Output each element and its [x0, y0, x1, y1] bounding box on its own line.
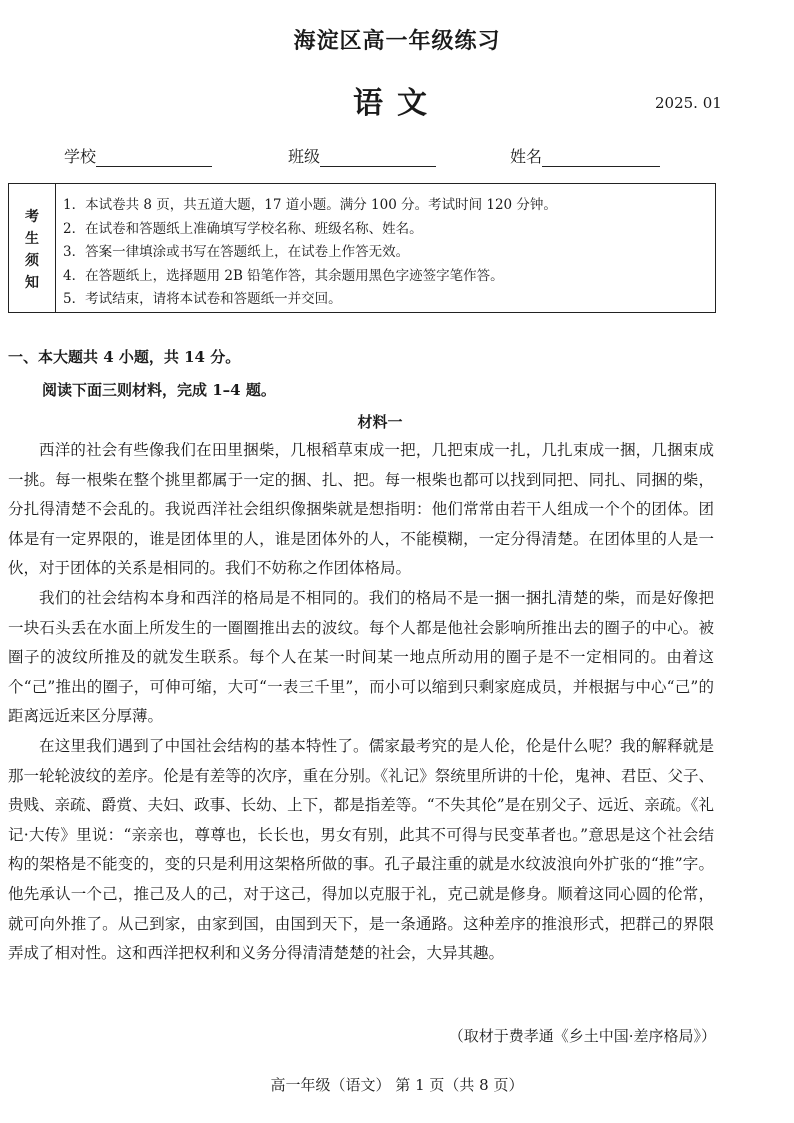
name-label: 姓名	[510, 147, 543, 166]
notice-label-char: 考	[25, 209, 39, 225]
class-label: 班级	[288, 147, 321, 166]
name-field[interactable]	[510, 144, 660, 167]
school-label: 学校	[64, 147, 97, 166]
notice-label-char: 知	[25, 275, 39, 291]
name-blank[interactable]	[542, 148, 660, 167]
notice-label	[9, 184, 56, 312]
notice-item: 2．在试卷和答题纸上准确填写学校名称、班级名称、姓名。	[63, 221, 423, 237]
passage-paragraph: 西洋的社会有些像我们在田里捆柴，几根稻草束成一把，几把束成一扎，几扎束成一捆，几捆束成一挑。每一根柴在整个挑里都属于一定的捆、扎、把。每一根柴也都可以找到同把、同扎、同捆的柴，分扎得清楚不会乱的。我说西洋社会组织像捆柴就是想指明：他们常常由若干人组成一个个的团体。团体是有一定界限的，谁是团体里的人，谁是团体外的人，不能模糊，一定分得清楚。在团体里的人是一伙，对于团体的关系是相同的。我们不妨称之作团体格局。	[8, 441, 714, 578]
notice-item: 3．答案一律填涂或书写在答题纸上，在试卷上作答无效。	[63, 244, 410, 260]
exam-date: 2025. 01	[655, 94, 722, 112]
notice-label-char: 生	[25, 231, 39, 247]
passage	[8, 436, 714, 969]
passage-paragraph: 我们的社会结构本身和西洋的格局是不相同的。我们的格局不是一捆一捆扎清楚的柴，而是好像把一块石头丢在水面上所发生的一圈圈推出去的波纹。每个人都是他社会影响所推出去的圈子的中心。被圈子的波纹所推及的就发生联系。每个人在某一时间某一地点所动用的圈子是不一定相同的。由着这个“己”推出的圈子，可伸可缩，大可“一表三千里”，而小可以缩到只剩家庭成员，并根据与中心“己”的距离远近来区分厚薄。	[8, 588, 714, 726]
page-footer: 高一年级（语文） 第 1 页（共 8 页）	[270, 1076, 524, 1094]
exam-title: 海淀区高一年级练习	[293, 28, 501, 54]
notice-item: 5．考试结束，请将本试卷和答题纸一并交回。	[63, 291, 342, 307]
school-field[interactable]	[64, 144, 212, 167]
class-field[interactable]	[288, 144, 436, 167]
notice-item: 1．本试卷共 8 页，共五道大题，17 道小题。满分 100 分。考试时间 120 分钟。	[63, 197, 557, 213]
section-instruction: 阅读下面三则材料，完成 1–4 题。	[42, 381, 276, 399]
passage-paragraph: 在这里我们遇到了中国社会结构的基本特性了。儒家最考究的是人伦，伦是什么呢？我的解释就是那一轮轮波纹的差序。伦是有差等的次序，重在分别。《礼记》祭统里所讲的十伦，鬼神、君臣、父子、贵贱、亲疏、爵赏、夫妇、政事、长幼、上下，都是指差等。“不失其伦”是在别父子、远近、亲疏。《礼记·大传》里说：“亲亲也，尊尊也，长长也，男女有别，此其不可得与民变革者也。”意思是这个社会结构的架格是不能变的，变的只是利用这架格所做的事。孔子最注重的就是水纹波浪向外扩张的“推”字。他先承认一个己，推己及人的己，对于这己，得加以克服于礼，克己就是修身。顺着这同心圆的伦常，就可向外推了。从己到家，由家到国，由国到天下，是一条通路。这种差序的推浪形式，把群己的界限弄成了相对性。这和西洋把权利和义务分得清清楚楚的社会，大异其趣。	[8, 736, 714, 963]
material-title: 材料一	[357, 413, 403, 431]
class-blank[interactable]	[320, 148, 436, 167]
school-blank[interactable]	[96, 148, 212, 167]
section-heading: 一、本大题共 4 小题，共 14 分。	[8, 348, 241, 366]
notice-label-char: 须	[25, 253, 39, 269]
subject-title: 语文	[353, 86, 441, 121]
passage-source: （取材于费孝通《乡土中国·差序格局》）	[448, 1027, 716, 1045]
notice-box	[8, 183, 716, 313]
notice-item: 4．在答题纸上，选择题用 2B 铅笔作答，其余题用黑色字迹签字笔作答。	[63, 268, 504, 284]
